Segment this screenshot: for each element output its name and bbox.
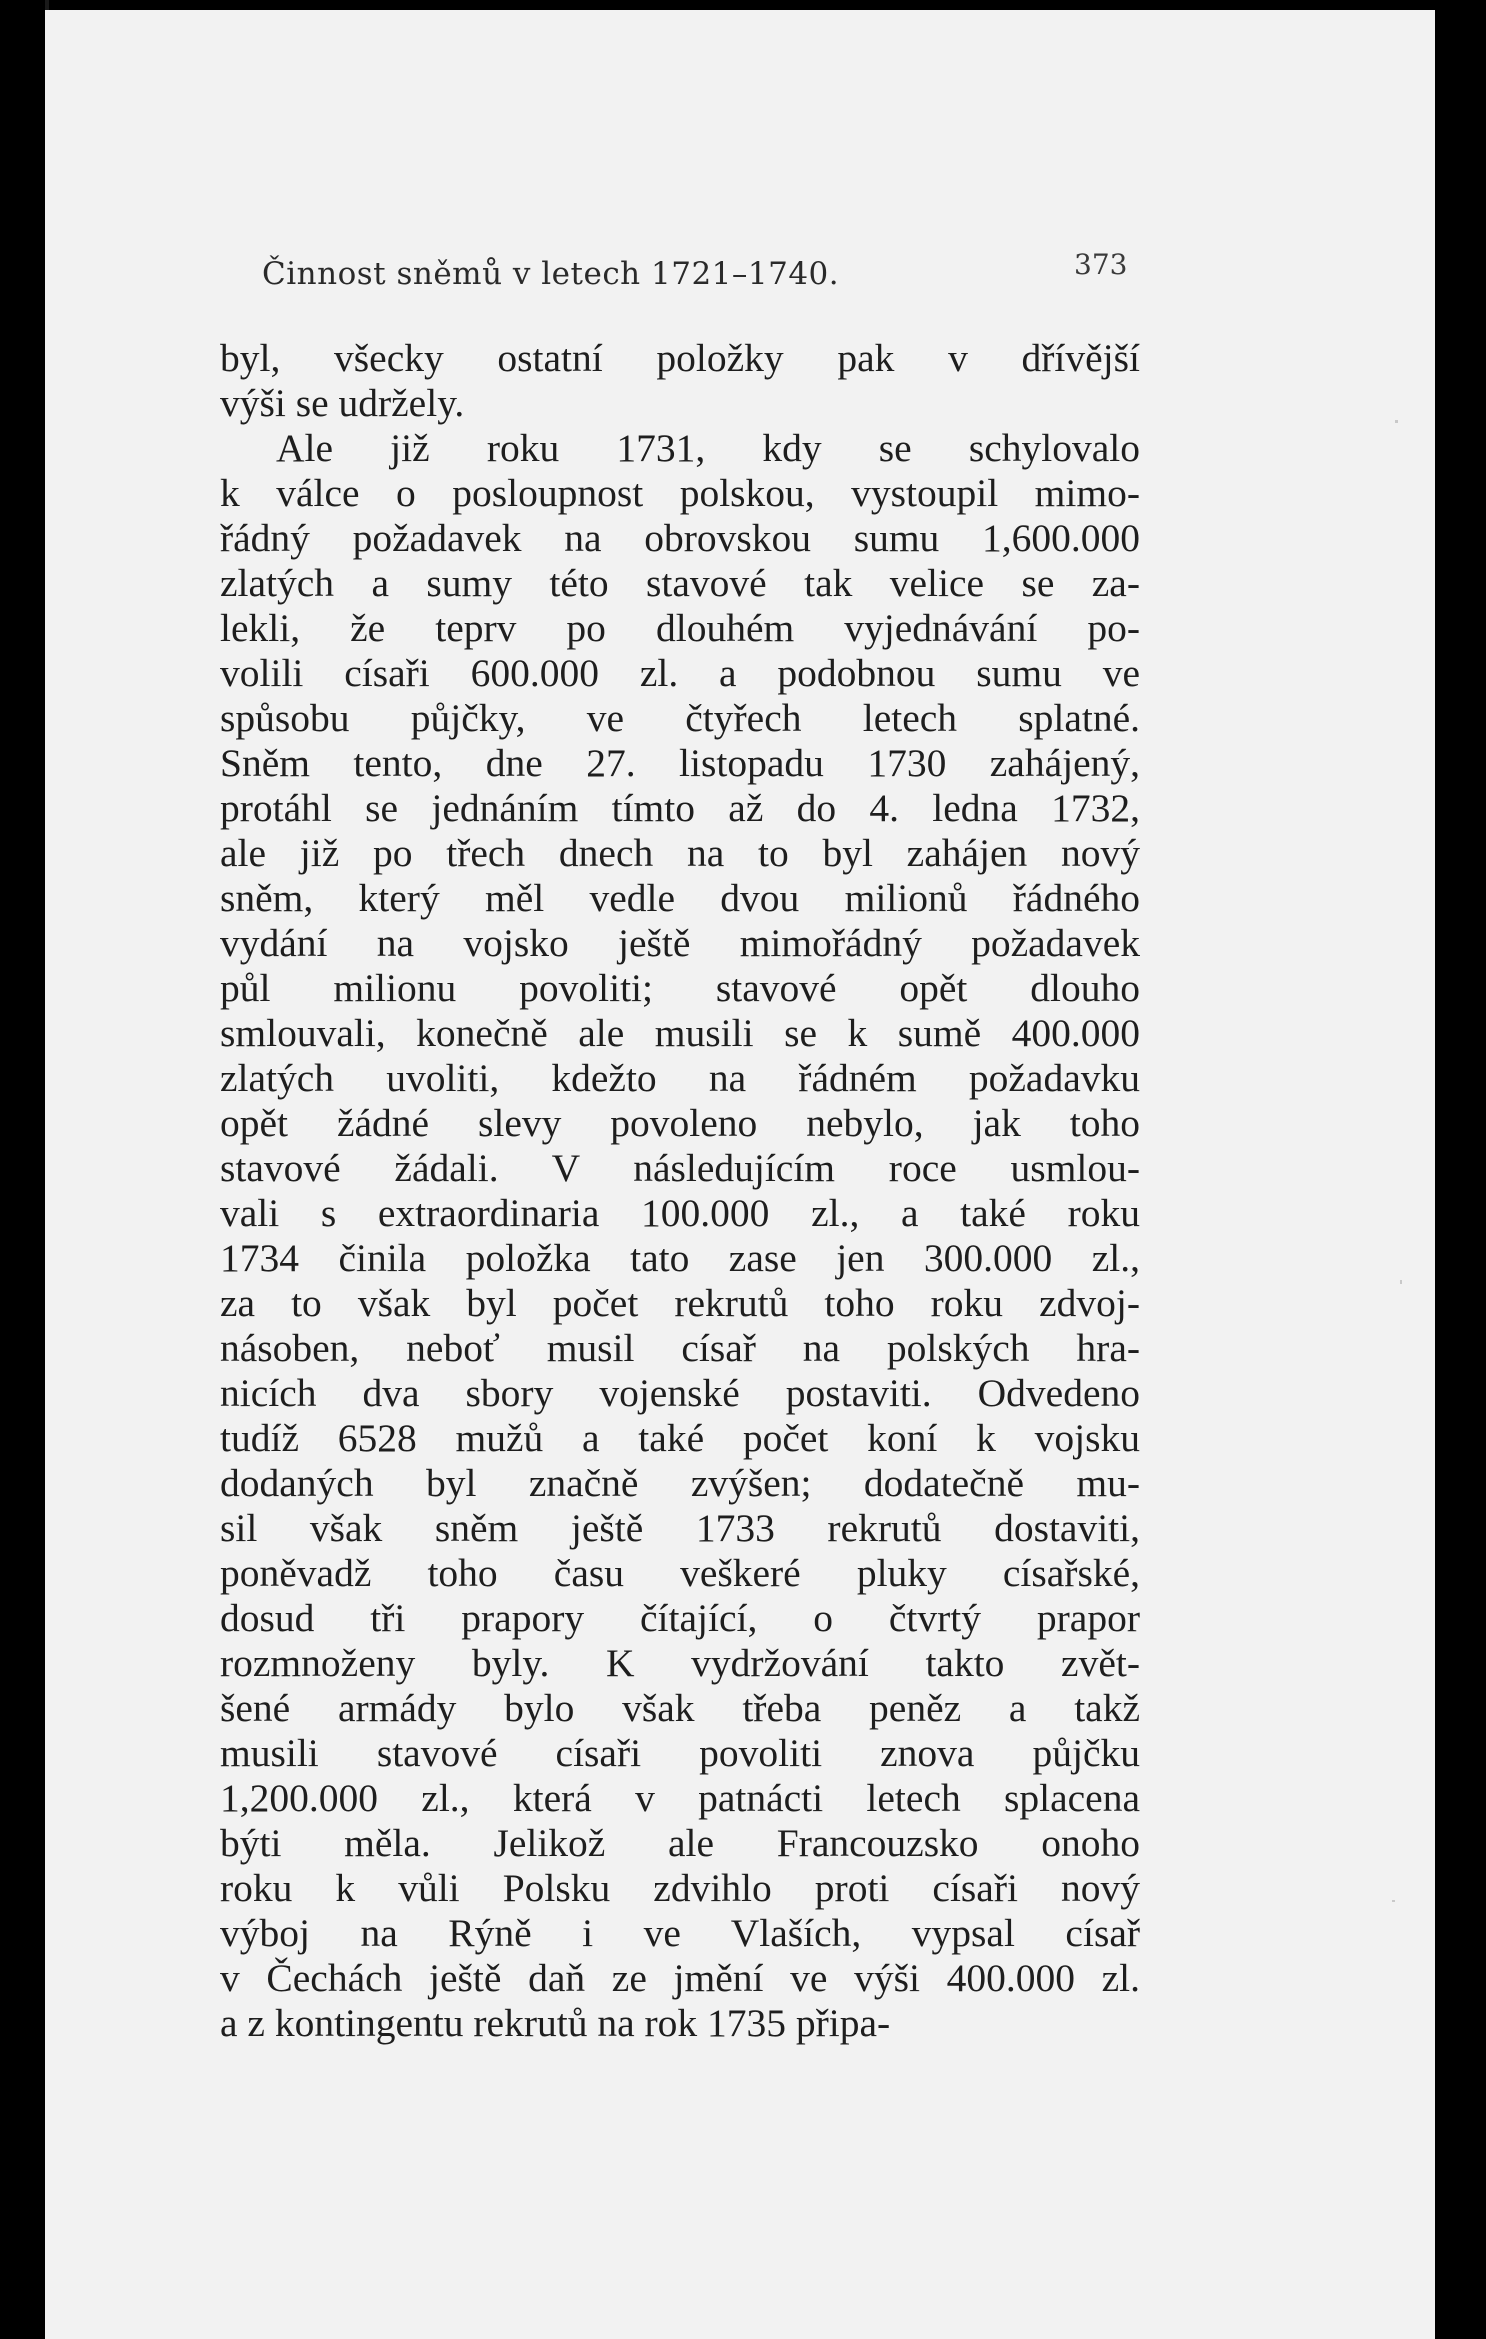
page-header: [262, 248, 1162, 306]
text-line: ale již po třech dnech na to byl zahájen nový: [220, 831, 1140, 875]
text-line: násoben, neboť musil císař na polských hra-: [220, 1326, 1140, 1370]
text-line: poněvadž toho času veškeré pluky císařské,: [220, 1551, 1140, 1595]
text-line: zlatých a sumy této stavové tak velice se za-: [220, 561, 1140, 605]
text-line: sil však sněm ještě 1733 rekrutů dostaviti,: [220, 1506, 1140, 1550]
text-line: v Čechách ještě daň ze jmění ve výši 400.000 zl.: [220, 1956, 1140, 2000]
scan-speck: [1392, 1900, 1395, 1902]
text-line: roku k vůli Polsku zdvihlo proti císaři nový: [220, 1866, 1140, 1910]
page-number: 373: [1074, 248, 1128, 281]
text-line: za to však byl počet rekrutů toho roku zdvoj-: [220, 1281, 1140, 1325]
text-line: tudíž 6528 mužů a také počet koní k vojsku: [220, 1416, 1140, 1460]
text-line: musili stavové císaři povoliti znova půjčku: [220, 1731, 1140, 1775]
scan-speck: [1395, 420, 1398, 423]
text-line: spůsobu půjčky, ve čtyřech letech splatné.: [220, 696, 1140, 740]
scan-speck: [1400, 1280, 1402, 1284]
running-head: Činnost sněmů v letech 1721–1740.: [262, 256, 840, 292]
text-line: dodaných byl značně zvýšen; dodatečně mu-: [220, 1461, 1140, 1505]
text-line: volili císaři 600.000 zl. a podobnou sumu ve: [220, 651, 1140, 695]
text-line: nicích dva sbory vojenské postaviti. Odvedeno: [220, 1371, 1140, 1415]
text-line: vali s extraordinaria 100.000 zl., a také roku: [220, 1191, 1140, 1235]
text-line: Sněm tento, dne 27. listopadu 1730 zahájený,: [220, 741, 1140, 785]
text-line: k válce o posloupnost polskou, vystoupil mimo-: [220, 471, 1140, 515]
text-line: půl milionu povoliti; stavové opět dlouho: [220, 966, 1140, 1010]
text-line: sněm, který měl vedle dvou milionů řádného: [220, 876, 1140, 920]
text-line: rozmnoženy byly. K vydržování takto zvět-: [220, 1641, 1140, 1685]
text-line: vydání na vojsko ještě mimořádný požadavek: [220, 921, 1140, 965]
text-line: smlouvali, konečně ale musili se k sumě 400.000: [220, 1011, 1140, 1055]
text-line: protáhl se jednáním tímto až do 4. ledna 1732,: [220, 786, 1140, 830]
text-line: 1,200.000 zl., která v patnácti letech splacena: [220, 1776, 1140, 1820]
text-line: 1734 činila položka tato zase jen 300.000 zl.,: [220, 1236, 1140, 1280]
text-line: lekli, že teprv po dlouhém vyjednávání po-: [220, 606, 1140, 650]
text-line: výši se udržely.: [220, 381, 465, 425]
text-line: šené armády bylo však třeba peněz a takž: [220, 1686, 1140, 1730]
text-line: Ale již roku 1731, kdy se schylovalo: [276, 426, 1140, 470]
text-line: dosud tři prapory čítající, o čtvrtý prapor: [220, 1596, 1140, 1640]
text-line: výboj na Rýně i ve Vlaších, vypsal císař: [220, 1911, 1140, 1955]
text-line: řádný požadavek na obrovskou sumu 1,600.000: [220, 516, 1140, 560]
text-line: byl, všecky ostatní položky pak v dřívější: [220, 336, 1140, 380]
text-line: zlatých uvoliti, kdežto na řádném požadavku: [220, 1056, 1140, 1100]
text-line: býti měla. Jelikož ale Francouzsko onoho: [220, 1821, 1140, 1865]
text-line: a z kontingentu rekrutů na rok 1735 připa-: [220, 2001, 891, 2045]
text-line: stavové žádali. V následujícím roce usmlou-: [220, 1146, 1140, 1190]
body-text: [220, 336, 1140, 2046]
text-line: opět žádné slevy povoleno nebylo, jak toho: [220, 1101, 1140, 1145]
